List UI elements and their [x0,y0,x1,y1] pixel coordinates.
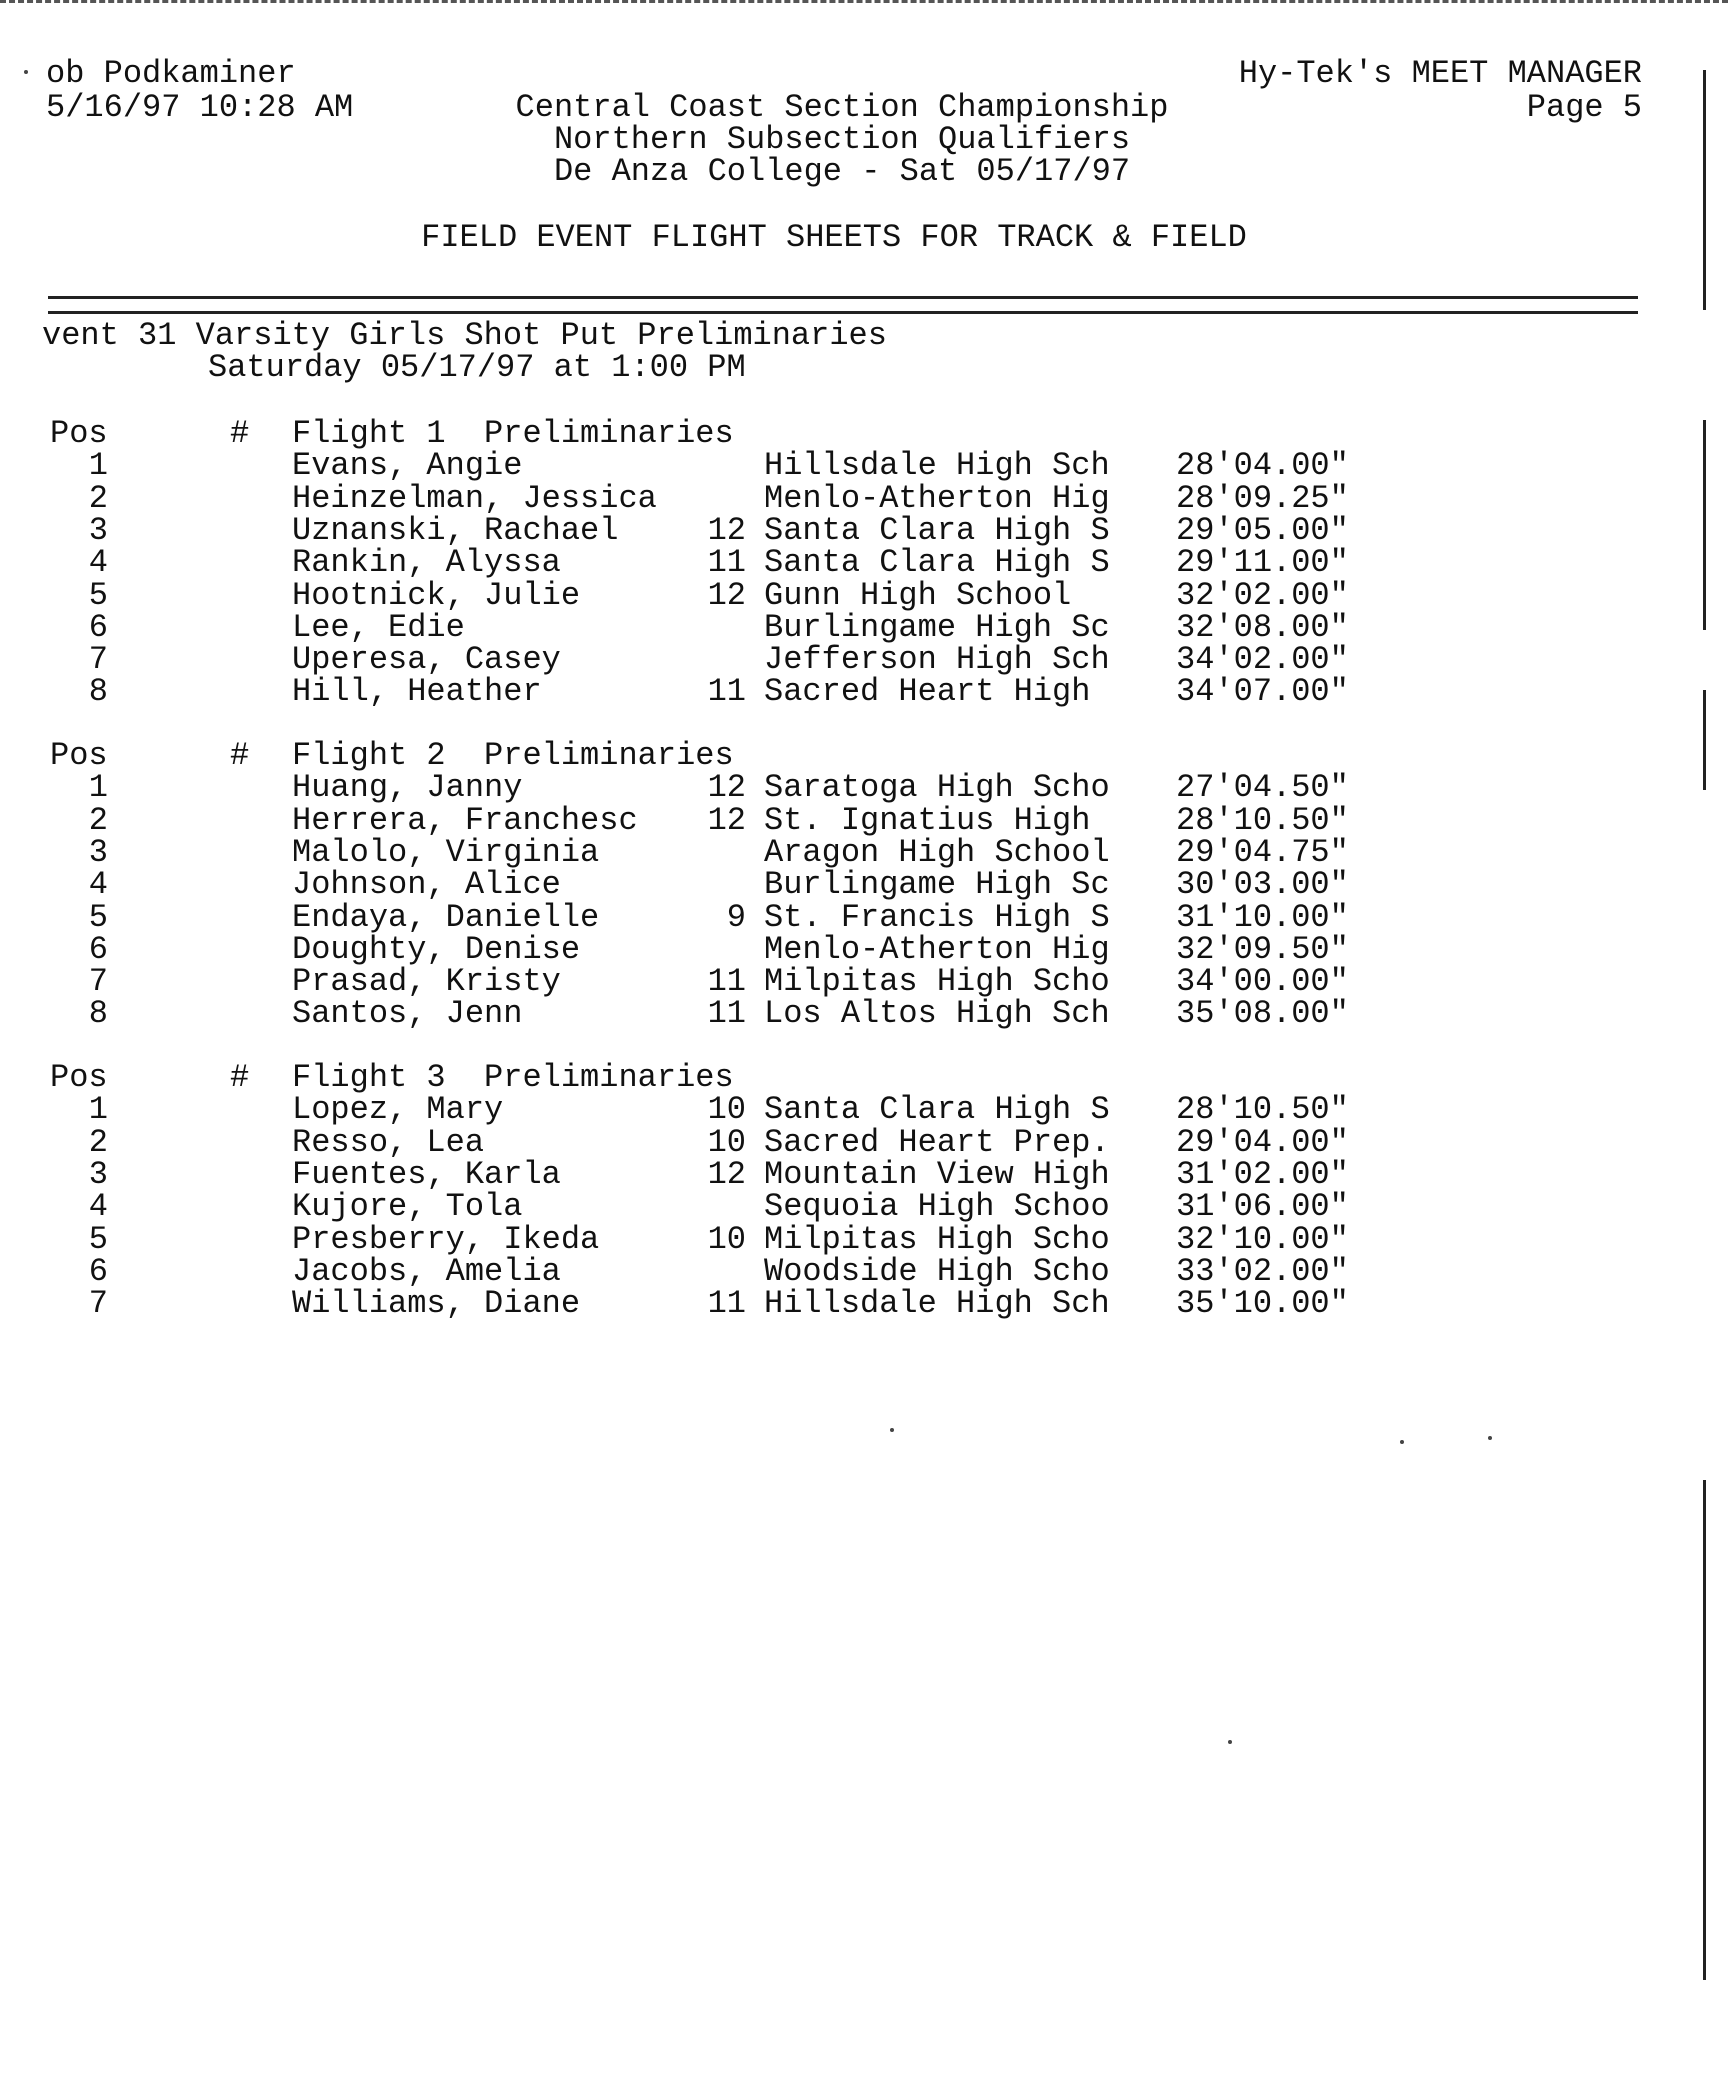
seed-mark: 28'09.25" [1176,480,1349,517]
athlete-school: Santa Clara High S [764,1091,1110,1128]
athlete-school: Aragon High School [764,834,1110,871]
athlete-school: St. Ignatius High [764,802,1091,839]
seed-mark: 32'02.00" [1176,577,1349,614]
athlete-school: Jefferson High Sch [764,641,1110,678]
seed-mark: 32'09.50" [1176,931,1349,968]
athlete-name: Resso, Lea [292,1124,485,1161]
athlete-name: Hill, Heather [292,673,542,710]
row-position: 3 [88,512,108,549]
athlete-year: 12 [707,769,746,806]
row-position: 4 [88,1188,108,1225]
athlete-school: Hillsdale High Sch [764,1285,1110,1322]
athlete-name: Malolo, Virginia [292,834,600,871]
athlete-year: 12 [707,1156,746,1193]
row-position: 7 [88,641,108,678]
athlete-year: 11 [707,963,746,1000]
athlete-school: Mountain View High [764,1156,1110,1193]
row-position: 4 [88,866,108,903]
flight-label: Flight 2 Preliminaries [292,737,734,774]
scan-edge-mark [1703,690,1706,790]
scan-top-border [0,0,1728,9]
athlete-year: 10 [707,1091,746,1128]
row-position: 7 [88,963,108,1000]
athlete-school: Sequoia High Schoo [764,1188,1110,1225]
document-subtitle: FIELD EVENT FLIGHT SHEETS FOR TRACK & FIELD [421,219,1247,256]
row-position: 5 [88,1221,108,1258]
athlete-name: Prasad, Kristy [292,963,561,1000]
athlete-year: 11 [707,1285,746,1322]
seed-mark: 33'02.00" [1176,1253,1349,1290]
athlete-year: 10 [707,1124,746,1161]
seed-mark: 31'06.00" [1176,1188,1349,1225]
seed-mark: 27'04.50" [1176,769,1349,806]
row-position: 5 [88,899,108,936]
scan-speck [890,1428,894,1432]
athlete-school: Santa Clara High S [764,544,1110,581]
athlete-year: 12 [707,802,746,839]
row-position: 3 [88,1156,108,1193]
seed-mark: 29'04.00" [1176,1124,1349,1161]
scan-speck [1488,1436,1492,1440]
athlete-name: Lopez, Mary [292,1091,504,1128]
header-software: Hy-Tek's MEET MANAGER [1238,55,1642,92]
seed-mark: 35'08.00" [1176,995,1349,1032]
seed-mark: 31'02.00" [1176,1156,1349,1193]
athlete-name: Santos, Jenn [292,995,523,1032]
column-header-number: # [230,737,250,774]
athlete-school: Sacred Heart High [764,673,1091,710]
athlete-name: Presberry, Ikeda [292,1221,600,1258]
row-position: 3 [88,834,108,871]
seed-mark: 28'04.00" [1176,447,1349,484]
row-position: 1 [88,1091,108,1128]
meet-venue-date: De Anza College - Sat 05/17/97 [553,153,1131,190]
row-position: 7 [88,1285,108,1322]
athlete-school: Saratoga High Scho [764,769,1110,806]
scan-speck [1400,1440,1404,1444]
seed-mark: 34'00.00" [1176,963,1349,1000]
row-position: 2 [88,480,108,517]
athlete-school: Burlingame High Sc [764,609,1110,646]
event-schedule: Saturday 05/17/97 at 1:00 PM [208,349,746,386]
row-position: 1 [88,447,108,484]
seed-mark: 29'11.00" [1176,544,1349,581]
scan-edge-mark [1703,1480,1706,1980]
scan-edge-mark [1703,420,1706,630]
row-position: 1 [88,769,108,806]
scan-speck [24,70,28,74]
athlete-name: Herrera, Franchesc [292,802,638,839]
seed-mark: 31'10.00" [1176,899,1349,936]
header-user: ob Podkaminer [46,55,296,92]
row-position: 2 [88,1124,108,1161]
seed-mark: 28'10.50" [1176,1091,1349,1128]
column-header-number: # [230,1059,250,1096]
event-title: vent 31 Varsity Girls Shot Put Preliminaries [42,317,887,354]
row-position: 8 [88,673,108,710]
athlete-school: Sacred Heart Prep. [764,1124,1110,1161]
athlete-year: 12 [707,577,746,614]
athlete-school: Burlingame High Sc [764,866,1110,903]
athlete-name: Hootnick, Julie [292,577,581,614]
athlete-name: Williams, Diane [292,1285,581,1322]
row-position: 6 [88,931,108,968]
seed-mark: 34'02.00" [1176,641,1349,678]
seed-mark: 34'07.00" [1176,673,1349,710]
scan-edge-mark [1703,70,1706,310]
athlete-school: Menlo-Atherton Hig [764,480,1110,517]
seed-mark: 35'10.00" [1176,1285,1349,1322]
row-position: 8 [88,995,108,1032]
athlete-school: Gunn High School [764,577,1072,614]
athlete-school: St. Francis High S [764,899,1110,936]
meet-title: Central Coast Section Championship [515,89,1169,126]
athlete-school: Milpitas High Scho [764,1221,1110,1258]
meet-subtitle: Northern Subsection Qualifiers [553,121,1131,158]
athlete-year: 11 [707,995,746,1032]
athlete-name: Kujore, Tola [292,1188,523,1225]
column-header-pos: Pos [50,1059,108,1096]
flight-label: Flight 3 Preliminaries [292,1059,734,1096]
header-timestamp: 5/16/97 10:28 AM [46,89,354,126]
athlete-school: Milpitas High Scho [764,963,1110,1000]
athlete-name: Heinzelman, Jessica [292,480,657,517]
athlete-year: 10 [707,1221,746,1258]
athlete-name: Huang, Janny [292,769,523,806]
row-position: 5 [88,577,108,614]
athlete-name: Fuentes, Karla [292,1156,561,1193]
seed-mark: 30'03.00" [1176,866,1349,903]
scan-speck [1228,1740,1232,1744]
separator-rule-dashes [48,299,1638,305]
athlete-school: Woodside High Scho [764,1253,1110,1290]
athlete-school: Hillsdale High Sch [764,447,1110,484]
athlete-name: Jacobs, Amelia [292,1253,561,1290]
athlete-year: 11 [707,673,746,710]
row-position: 6 [88,1253,108,1290]
seed-mark: 29'04.75" [1176,834,1349,871]
athlete-school: Menlo-Atherton Hig [764,931,1110,968]
athlete-name: Rankin, Alyssa [292,544,561,581]
column-header-number: # [230,415,250,452]
athlete-year: 9 [726,899,746,936]
row-position: 2 [88,802,108,839]
athlete-name: Evans, Angie [292,447,523,484]
seed-mark: 32'08.00" [1176,609,1349,646]
athlete-name: Doughty, Denise [292,931,581,968]
row-position: 6 [88,609,108,646]
athlete-name: Uznanski, Rachael [292,512,619,549]
athlete-name: Johnson, Alice [292,866,561,903]
athlete-school: Los Altos High Sch [764,995,1110,1032]
seed-mark: 28'10.50" [1176,802,1349,839]
seed-mark: 29'05.00" [1176,512,1349,549]
flight-label: Flight 1 Preliminaries [292,415,734,452]
column-header-pos: Pos [50,415,108,452]
seed-mark: 32'10.00" [1176,1221,1349,1258]
athlete-name: Uperesa, Casey [292,641,561,678]
athlete-year: 12 [707,512,746,549]
header-page-number: Page 5 [1526,89,1642,126]
column-header-pos: Pos [50,737,108,774]
athlete-name: Endaya, Danielle [292,899,600,936]
athlete-name: Lee, Edie [292,609,465,646]
row-position: 4 [88,544,108,581]
athlete-school: Santa Clara High S [764,512,1110,549]
athlete-year: 11 [707,544,746,581]
